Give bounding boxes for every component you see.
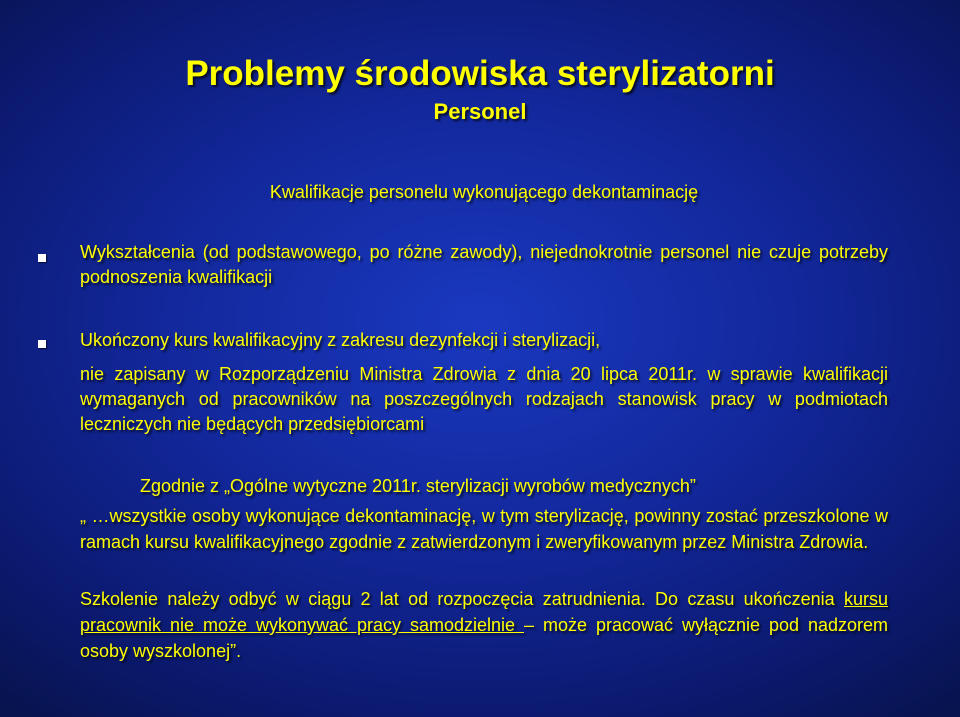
- bullet-course-line: Ukończony kurs kwalifikacyjny z zakresu dezynfekcji i sterylizacji,: [80, 330, 601, 350]
- bullet-square-icon: [38, 254, 46, 262]
- bullet-education-text: Wykształcenia (od podstawowego, po różne zawody), niejednokrotnie personel nie czuje potrzeby podnoszenia kwalifikacji: [80, 242, 888, 287]
- training-text-start: Szkolenie należy odbyć w ciągu 2 lat od rozpoczęcia zatrudnienia. Do czasu ukończenia: [80, 589, 844, 609]
- bullet-square-icon: [38, 340, 46, 348]
- slide-title: Problemy środowiska sterylizatorni: [185, 54, 775, 93]
- section-heading: Kwalifikacje personelu wykonującego dekontaminację: [269, 182, 699, 202]
- training-closing-quote: ”.: [230, 641, 242, 661]
- training-text-underlined: kursu pracownik nie może wykonywać pracy samodzielnie: [80, 589, 888, 635]
- guidelines-heading: Zgodnie z „Ogólne wytyczne 2011r. sterylizacji wyrobów medycznych”: [140, 476, 696, 496]
- training-text-end: – może pracować wyłącznie pod nadzorem osoby wyszkolonej: [80, 615, 888, 661]
- guidelines-quote-text: „ …wszystkie osoby wykonujące dekontaminację, w tym sterylizację, powinny zostać przeszkolone w ramach kursu kwalifikacyjnego zgodnie z zatwierdzonym i zweryfikowanym przez Ministra Zdrowia.: [80, 506, 888, 552]
- slide-subtitle: Personel: [433, 99, 527, 124]
- bullet-course-regulation-text: nie zapisany w Rozporządzeniu Ministra Zdrowia z dnia 20 lipca 2011r. w sprawie kwalifikacji wymaganych od pracowników na poszczególnych rodzajach stanowisk pracy w podmiotach leczniczych nie będących przedsiębiorcami: [80, 364, 888, 434]
- training-paragraph: [80, 586, 888, 664]
